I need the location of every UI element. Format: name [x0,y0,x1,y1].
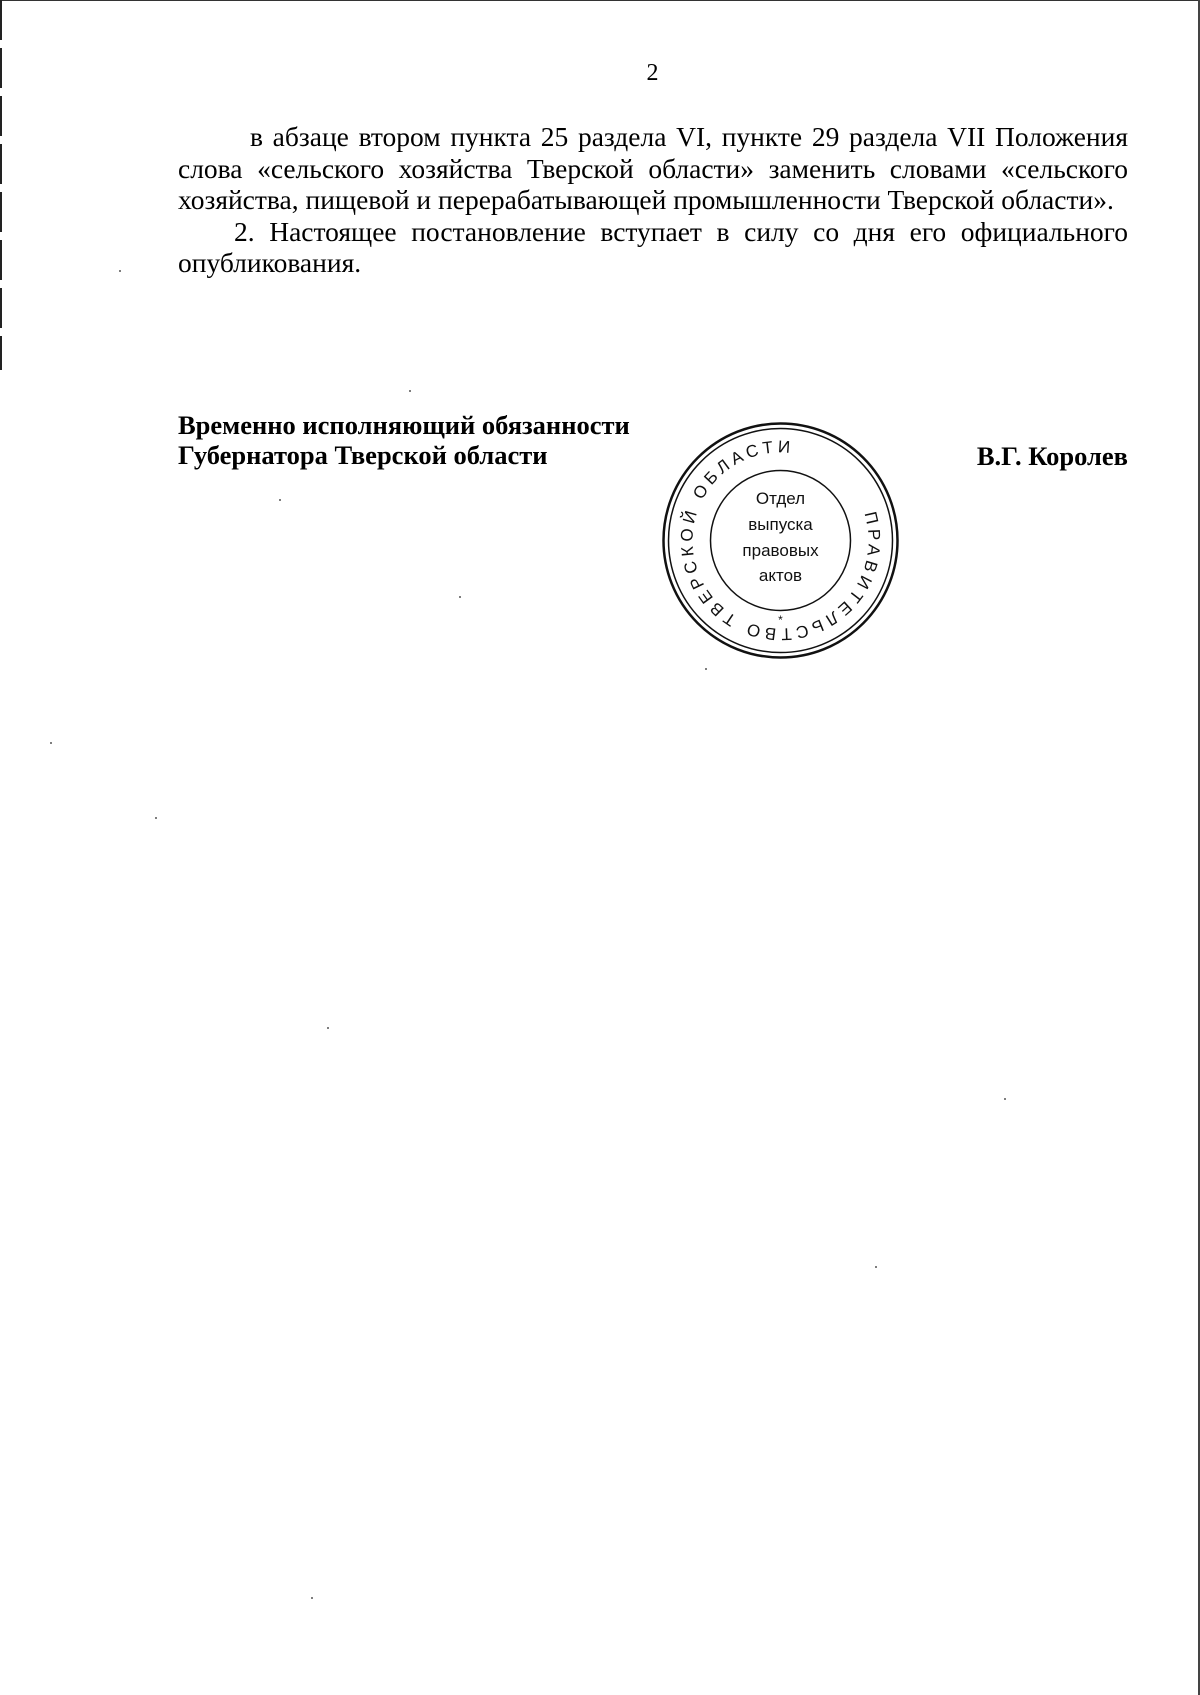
scan-speck [327,1027,329,1029]
signatory-position-line-2: Губернатора Тверской области [178,440,548,470]
document-body [178,121,1128,279]
official-stamp [658,418,903,663]
signatory-position-line-1: Временно исполняющий обязанности [178,410,630,440]
scan-speck [875,1266,877,1268]
signatory-name: В.Г. Королев [976,441,1128,471]
scan-speck [279,499,281,501]
scan-speck [409,390,411,392]
scan-speck [459,596,461,598]
page-left-edge [0,0,2,370]
stamp-center-line-4: актов [758,566,803,585]
stamp-star: * [778,613,783,627]
stamp-center-line-1: Отдел [755,489,806,508]
stamp-center-line-3: правовых [742,541,819,560]
scan-speck [311,1597,313,1599]
page-number: 2 [646,60,659,86]
effective-date-paragraph: 2. Настоящее постановление вступает в силу со дня его официального опубликования. [178,215,1128,278]
stamp-center-line-2: выпуска [748,515,813,534]
stamp-ring-text: ПРАВИТЕЛЬСТВО ТВЕРСКОЙ ОБЛАСТИ [677,437,884,644]
scan-speck [50,742,52,744]
amendment-paragraph: в абзаце втором пункта 25 раздела VI, пункте 29 раздела VII Положения слова «сельского хозяйства Тверской области» заменить словами «сельского хозяйства, пищевой и перерабатывающей промышленности Тверской области». [178,121,1128,215]
scan-speck [119,270,121,272]
scan-speck [705,668,707,670]
scan-speck [155,817,157,819]
signatory-position [178,410,630,470]
page-top-edge [0,0,1200,1]
scan-speck [1004,1098,1006,1100]
